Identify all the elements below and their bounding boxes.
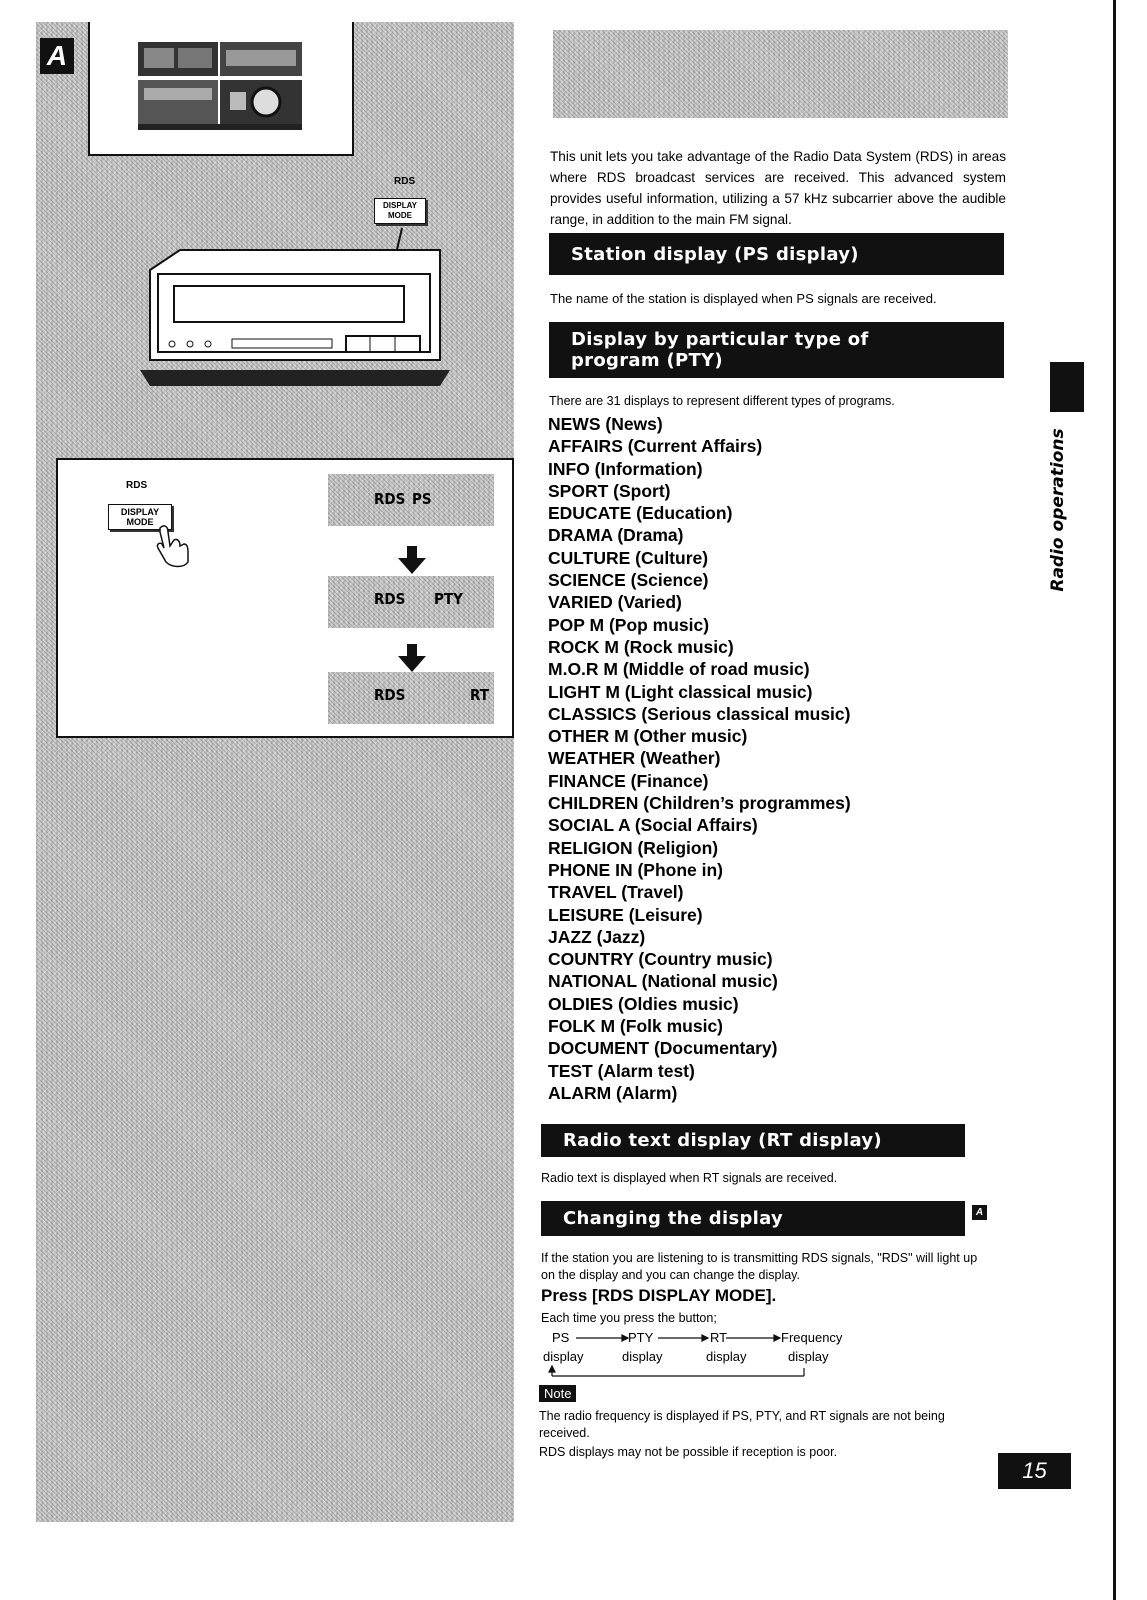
pty-item: ROCK M (Rock music) — [548, 636, 734, 657]
display-mode-button-top[interactable]: DISPLAY MODE — [374, 198, 426, 224]
rds-label: RDS — [126, 480, 148, 491]
pty-item: TEST (Alarm test) — [548, 1060, 695, 1081]
pty-item: LEISURE (Leisure) — [548, 904, 703, 925]
pty-item: COUNTRY (Country music) — [548, 949, 773, 970]
pty-item: RELIGION (Religion) — [548, 837, 719, 858]
note-badge: Note — [539, 1385, 576, 1402]
pty-item: ALARM (Alarm) — [548, 1082, 678, 1103]
changing-display-text: If the station you are listening to is transmitting RDS signals, "RDS" will light up on the display and you can change the display. — [541, 1251, 978, 1282]
pty-display-header: Display by particular type of program (PTY) — [549, 322, 1004, 378]
page-edge-rule — [1113, 0, 1116, 1600]
pty-item: JAZZ (Jazz) — [548, 926, 646, 947]
flow-sub-3: display — [706, 1349, 747, 1364]
display-mode-button[interactable]: DISPLAY MODE — [108, 504, 172, 530]
changing-display-header: Changing the display — [541, 1201, 965, 1236]
side-section-label: Radio operations — [1048, 428, 1068, 592]
pty-item: M.O.R M (Middle of road music) — [548, 659, 810, 680]
pty-item: INFO (Information) — [548, 458, 703, 479]
flow-arrows — [540, 1330, 860, 1382]
pty-item: PHONE IN (Phone in) — [548, 859, 723, 880]
pty-item: SOCIAL A (Social Affairs) — [548, 815, 758, 836]
pty-item: SCIENCE (Science) — [548, 570, 709, 591]
pty-item: VARIED (Varied) — [548, 592, 682, 613]
pty-item: AFFAIRS (Current Affairs) — [548, 436, 763, 457]
pty-item: SPORT (Sport) — [548, 480, 671, 501]
pty-item: DOCUMENT (Documentary) — [548, 1038, 778, 1059]
press-instruction: Press [RDS DISPLAY MODE]. — [541, 1286, 777, 1305]
ps-display-header: Station display (PS display) — [549, 233, 1004, 275]
pty-list — [548, 413, 1018, 1104]
pty-item: CULTURE (Culture) — [548, 547, 709, 568]
flow-sub-1: display — [543, 1349, 584, 1364]
rt-display-text: Radio text is displayed when RT signals are received. — [541, 1171, 838, 1185]
page-number: 15 — [998, 1453, 1071, 1489]
pty-item: FOLK M (Folk music) — [548, 1016, 723, 1037]
intro-paragraph: This unit lets you take advantage of the Radio Data System (RDS) in areas where RDS broadcast services are received. This advanced system provides useful information, utilizing a 57 kHz subcarrier above the audible range, in addition to the main FM signal. — [550, 149, 1006, 227]
lcd-display-rt: RDS RT — [328, 672, 494, 724]
flow-rt: RT — [710, 1330, 728, 1345]
product-photo-frame — [88, 22, 354, 156]
flow-frequency: Frequency — [781, 1330, 843, 1345]
stereo-system-photo — [90, 22, 352, 154]
flow-ps: PS — [552, 1330, 570, 1345]
down-arrow-icon — [398, 656, 426, 672]
each-time-text: Each time you press the button; — [541, 1311, 717, 1325]
rt-display-header: Radio text display (RT display) — [541, 1124, 965, 1157]
diagram-a-reference-badge: A — [972, 1205, 987, 1220]
section-a-badge: A — [40, 38, 74, 74]
note-text-1: The radio frequency is displayed if PS, PTY, and RT signals are not being received. — [539, 1409, 945, 1440]
rds-label-top: RDS — [394, 176, 416, 187]
pty-item: CHILDREN (Children’s programmes) — [548, 793, 851, 814]
pty-display-text: There are 31 displays to represent different types of programs. — [549, 394, 895, 408]
pty-item: DRAMA (Drama) — [548, 525, 684, 546]
faded-title-band — [553, 30, 1008, 118]
pty-item: POP M (Pop music) — [548, 614, 710, 635]
down-arrow-icon — [398, 558, 426, 574]
pty-item: CLASSICS (Serious classical music) — [548, 703, 851, 724]
note-text-2: RDS displays may not be possible if reception is poor. — [539, 1445, 838, 1459]
tuner-unit-drawing — [140, 220, 450, 396]
pty-item: EDUCATE (Education) — [548, 503, 733, 524]
display-mode-diagram — [56, 458, 514, 738]
pty-item: LIGHT M (Light classical music) — [548, 681, 813, 702]
lcd-display-pty: RDS PTY — [328, 576, 494, 628]
pty-item: NEWS (News) — [548, 414, 663, 434]
flow-pty: PTY — [628, 1330, 654, 1345]
pty-item: NATIONAL (National music) — [548, 971, 778, 992]
ps-display-text: The name of the station is displayed when PS signals are received. — [550, 291, 937, 306]
pty-item: WEATHER (Weather) — [548, 748, 721, 769]
pressing-hand-icon — [154, 522, 194, 570]
pty-item: OTHER M (Other music) — [548, 726, 748, 747]
pty-item: OLDIES (Oldies music) — [548, 993, 739, 1014]
lcd-display-ps: RDS PS — [328, 474, 494, 526]
pty-item: FINANCE (Finance) — [548, 770, 709, 791]
side-tab-marker — [1050, 362, 1084, 412]
flow-sub-2: display — [622, 1349, 663, 1364]
flow-sub-4: display — [788, 1349, 829, 1364]
pty-item: TRAVEL (Travel) — [548, 882, 684, 903]
